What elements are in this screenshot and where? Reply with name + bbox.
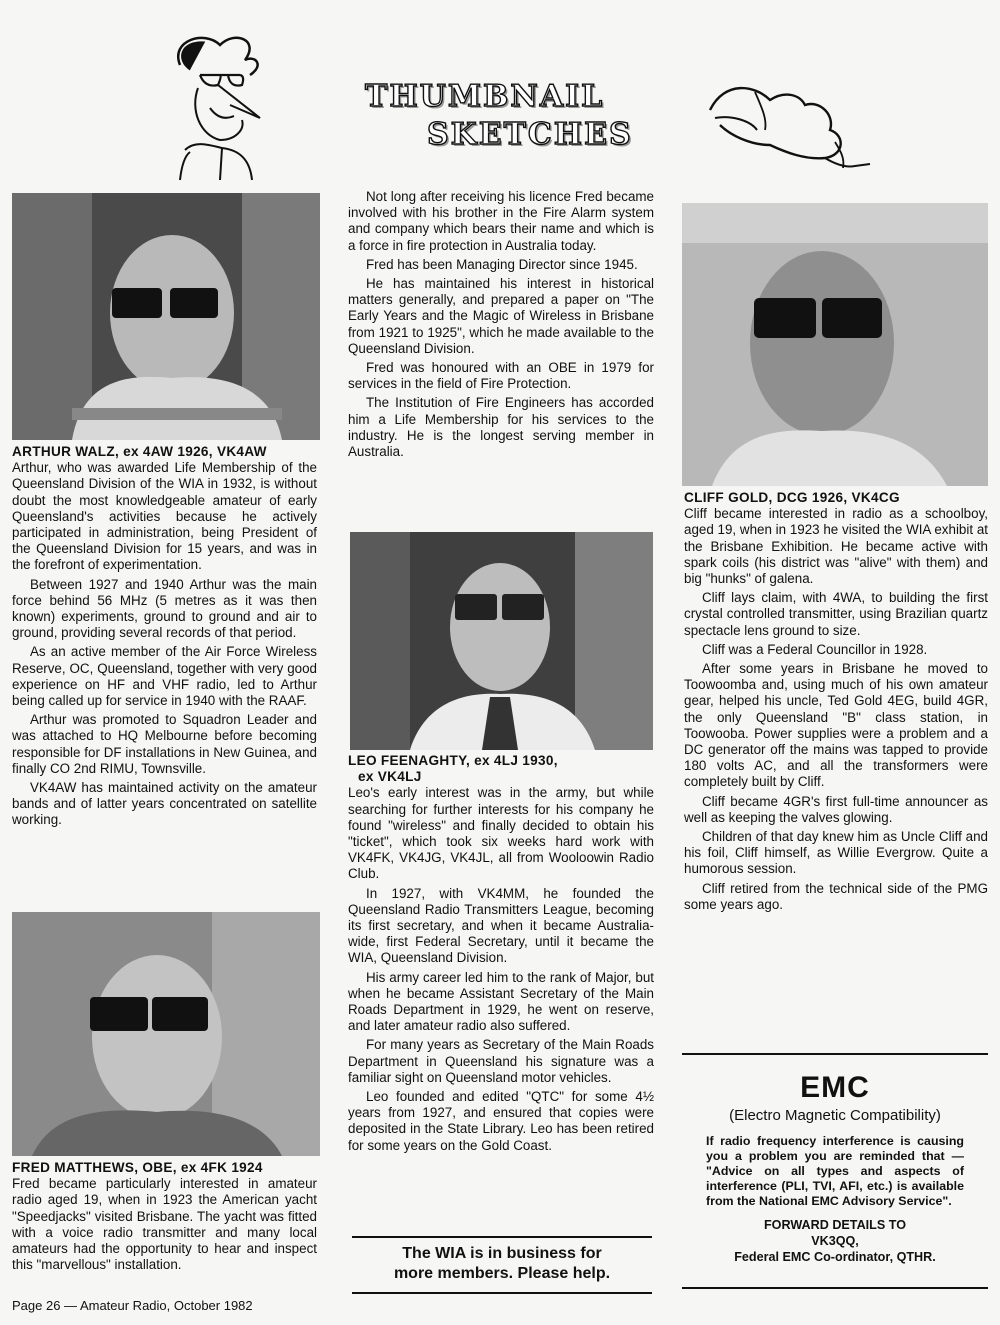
title-line-2: SKETCHES	[427, 117, 633, 152]
page-header	[0, 0, 1000, 190]
paragraph: As an active member of the Air Force Wireless Reserve, OC, Queensland, together with very good experience on HF and VHF radio, led to Arthur being called up for service in 1940 with the RAAF.	[12, 644, 317, 709]
paragraph: Leo founded and edited "QTC" for some 4½ years from 1927, and ensured that copies were deposited in the State Library. Leo has been retired for some years on the Gold Coast.	[348, 1089, 654, 1153]
heading-fred-matthews: FRED MATTHEWS, OBE, ex 4FK 1924	[12, 1160, 263, 1175]
emc-subtitle: (Electro Magnetic Compatibility)	[729, 1107, 941, 1124]
paragraph: Leo's early interest was in the army, but while searching for further interests for his company he found "wireless" and finally decided to obtain his "ticket", which took six weeks hard work with VK4FK, VK4JG, VK4JL, all from Wooloowin Radio Club.	[348, 785, 654, 882]
paragraph: For many years as Secretary of the Main Roads Department in Queensland his signature was a familiar sight on Queensland motor vehicles.	[348, 1037, 654, 1085]
paragraph: The Institution of Fire Engineers has accorded him a Life Membership for his services to the industry. He is the longest serving member in Australia.	[348, 395, 654, 460]
photo-cliff-gold	[682, 203, 988, 486]
photo-leo-feenaghty	[350, 532, 653, 750]
paragraph: Cliff became interested in radio as a schoolboy, aged 19, when in 1923 he visited the WIA exhibit at the Brisbane Exhibition. He became active with spark coils (his district was "alive" with them) and big "hunks" of galena.	[684, 506, 988, 587]
hand-pinch-illustration	[695, 60, 885, 180]
paragraph: Cliff became 4GR's first full-time announcer as well as keeping the valves glowing.	[684, 793, 988, 825]
article-arthur-walz	[12, 444, 317, 832]
paragraph: His army career led him to the rank of Major, but when he became Assistant Secretary of the Main Roads Department in 1929, he went on reserve, and later amateur radio also suffered.	[348, 969, 654, 1034]
heading-cliff-gold: CLIFF GOLD, DCG 1926, VK4CG	[684, 490, 900, 505]
paragraph: VK4AW has maintained activity on the amateur bands and of latter years concentrated on satellite working.	[12, 780, 317, 828]
caricature-illustration	[150, 30, 290, 180]
emc-callsign: VK3QQ,	[811, 1234, 859, 1248]
paragraph: After some years in Brisbane he moved to Toowoomba and, using much of his own amateur gear, helped his uncle, Ted Gold 4EG, build 4GR, the only Queensland "B" class station, in Toowooba. Power supplies were a problem and a DC generator off the mains was tapped to provide 180 volts AC, and all the transformers were completely built by Cliff.	[684, 661, 988, 790]
heading-leo-feenaghty-line-2: ex VK4LJ	[358, 769, 422, 785]
emc-title: EMC	[800, 1071, 870, 1104]
paragraph: Fred became particularly interested in amateur radio aged 19, when in 1923 the American yacht "Speedjacks" visited Brisbane. The yacht was fitted with a voice radio transmitter and many local amateurs had the opportunity to hear and inspect this "marvellous" installation.	[12, 1176, 317, 1273]
paragraph: Cliff retired from the technical side of the PMG some years ago.	[684, 880, 988, 912]
wia-notice-line-2: more members. Please help.	[393, 1265, 611, 1282]
paragraph: Cliff lays claim, with 4WA, to building the first crystal controlled transmitter, using Brazilian quartz spectacle lens ground to size.	[684, 590, 988, 638]
heading-leo-feenaghty: LEO FEENAGHTY, ex 4LJ 1930,	[348, 753, 558, 768]
paragraph: Cliff was a Federal Councillor in 1928.	[702, 641, 928, 657]
emc-coordinator: Federal EMC Co-ordinator, QTHR.	[734, 1250, 936, 1264]
emc-body: If radio frequency interference is causing you a problem you are reminded that — "Advice on all types and aspects of interference (PLI, TVI, AFI, etc.) is available from the National EMC Advisory Service".	[706, 1134, 964, 1208]
page-title	[365, 78, 665, 154]
article-cliff-gold	[684, 490, 988, 916]
article-fred-continued	[348, 189, 654, 463]
paragraph: Fred was honoured with an OBE in 1979 for services in the field of Fire Protection.	[348, 360, 654, 392]
heading-arthur-walz: ARTHUR WALZ, ex 4AW 1926, VK4AW	[12, 444, 267, 459]
emc-forward-label: FORWARD DETAILS TO	[763, 1218, 907, 1232]
wia-notice-line-1: The WIA is in business for	[402, 1245, 602, 1262]
photo-arthur-walz	[12, 193, 320, 440]
paragraph: Children of that day knew him as Uncle Cliff and his foil, Cliff himself, as Willie Evergrow. Quite a humorous session.	[684, 829, 988, 877]
emc-advisory-box	[682, 1053, 988, 1289]
paragraph: In 1927, with VK4MM, he founded the Queensland Radio Transmitters League, becoming its first secretary, and when it became Australia-wide, first Federal Secretary, until it became the WIA, Queensland Division.	[348, 885, 654, 966]
paragraph: Arthur was promoted to Squadron Leader and was attached to HQ Melbourne before becoming responsible for DF installations in New Guinea, and finally CO 2nd RIMU, Townsville.	[12, 712, 317, 776]
paragraph: Between 1927 and 1940 Arthur was the main force behind 56 MHz (5 metres as it was then known) experiments, ground to ground and air to ground, providing several records of that period.	[12, 576, 317, 641]
paragraph: Not long after receiving his licence Fred became involved with his brother in the Fire Alarm system and company which bears their name and which is a force in fire protection in Australia today.	[348, 189, 654, 253]
paragraph: He has maintained his interest in historical matters generally, and prepared a paper on "The Early Years and the Magic of Wireless in Brisbane from 1921 to 1925", which he made available to the Queensland Division.	[348, 276, 654, 356]
paragraph: Fred has been Managing Director since 1945.	[366, 256, 638, 272]
article-leo-feenaghty	[348, 753, 654, 1157]
article-fred-matthews	[12, 1160, 317, 1276]
page-footer: Page 26 — Amateur Radio, October 1982	[12, 1298, 253, 1313]
wia-membership-notice	[352, 1236, 652, 1294]
title-line-1: THUMBNAIL	[365, 79, 605, 114]
photo-fred-matthews	[12, 912, 320, 1156]
paragraph: Arthur, who was awarded Life Membership of the Queensland Division of the WIA in 1932, is without doubt the most knowledgeable amateur of early Queensland's activities because he actively participated in administration, being President of the Queensland Division for 15 years, and was in the forefront of experimentation.	[12, 460, 317, 573]
